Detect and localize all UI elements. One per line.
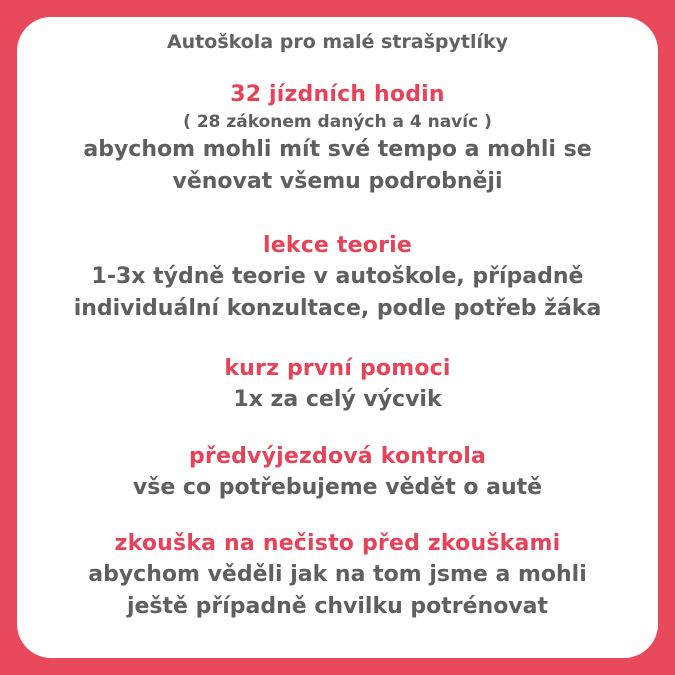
section-heading: kurz první pomoci <box>224 356 451 381</box>
section-note: ( 28 zákonem daných a 4 navíc ) <box>183 112 492 132</box>
info-card <box>17 17 658 658</box>
section-heading: zkouška na nečisto před zkouškami <box>114 531 561 556</box>
section-theory-lessons <box>17 231 658 325</box>
section-text-line: 1-3x týdně teorie v autoškole, případně <box>91 264 584 289</box>
section-text-line: abychom mohli mít své tempo a mohli se <box>83 137 592 162</box>
section-text-line: individuální konzultace, podle potřeb žáka <box>73 296 602 321</box>
section-text-line: vše co potřebujeme vědět o autě <box>132 475 543 500</box>
section-text-line: ještě případně chvilku potrénovat <box>126 594 549 619</box>
section-text-line: abychom věděli jak na tom jsme a mohli <box>88 562 587 587</box>
section-heading: předvýjezdová kontrola <box>188 444 486 469</box>
section-driving-hours <box>17 80 658 198</box>
section-heading: 32 jízdních hodin <box>230 82 445 107</box>
section-text-line: věnovat všemu podrobněji <box>172 169 503 194</box>
section-heading: lekce teorie <box>263 233 412 258</box>
section-vehicle-check <box>17 442 658 504</box>
section-text-line: 1x za celý výcvik <box>233 387 442 412</box>
section-mock-exam <box>17 529 658 623</box>
section-first-aid <box>17 354 658 416</box>
page-title: Autoškola pro malé strašpytlíky <box>166 31 509 53</box>
